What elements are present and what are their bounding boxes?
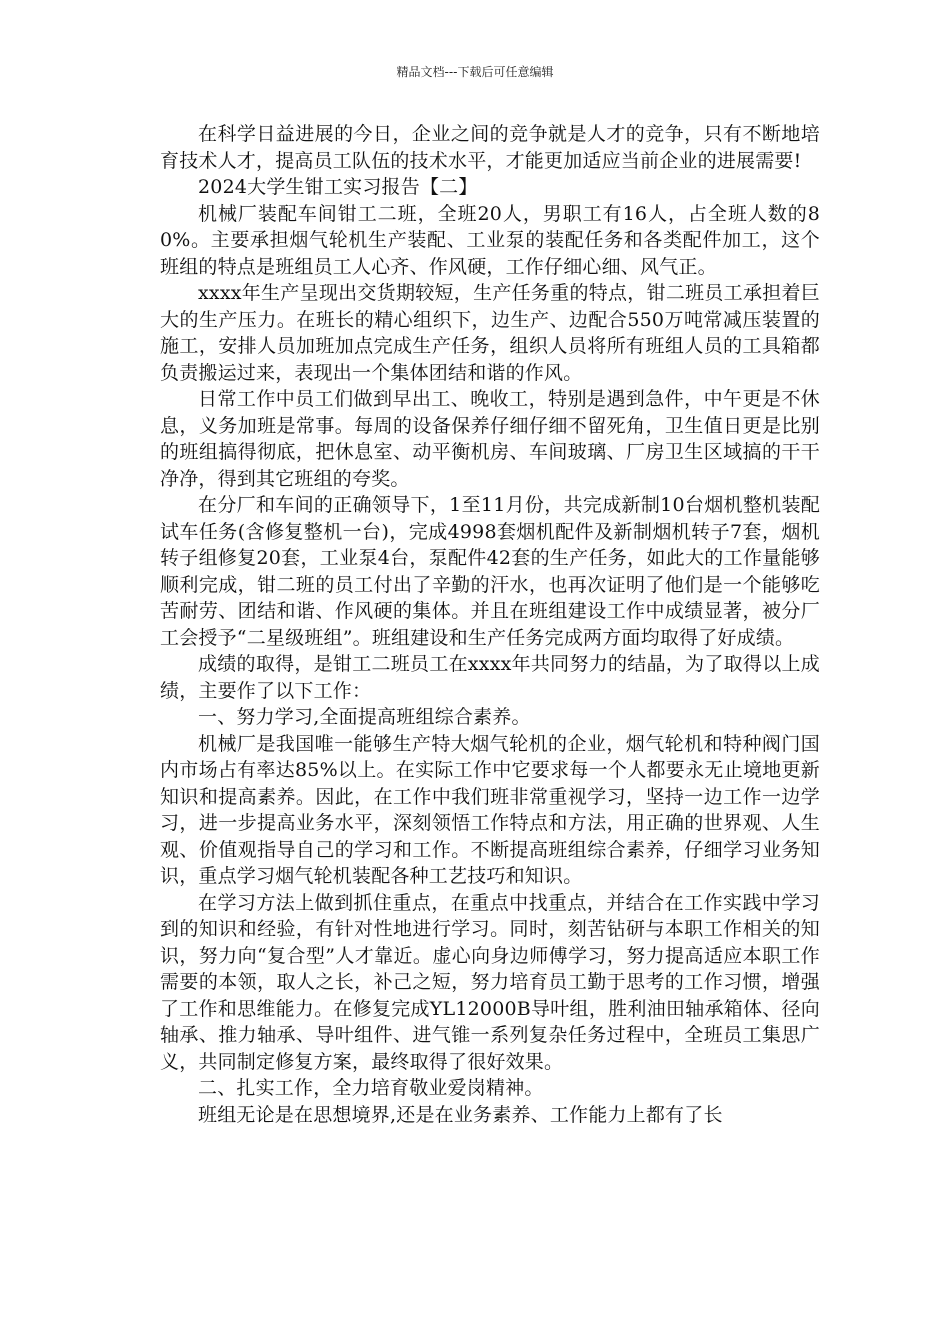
paragraph-work-summary: 成绩的取得，是钳工二班员工在xxxx年共同努力的结晶，为了取得以上成绩，主要作了以下工作： [160, 653, 820, 702]
paragraph-team-overview: 机械厂装配车间钳工二班，全班20人，男职工有16人，占全班人数的80%。主要承担烟气轮机生产装配、工业泵的装配任务和各类配件加工，这个班组的特点是班组员工人心齐、作风硬，工作仔细心细、风气正。 [160, 202, 820, 278]
paragraph-production-pressure: xxxx年生产呈现出交货期较短，生产任务重的特点，钳二班员工承担着巨大的生产压力。在班长的精心组织下，边生产、边配合550万吨常减压装置的施工，安排人员加班加点完成生产任务，组织人员将所有班组人员的工具箱都负责搬运过来，表现出一个集体团结和谐的作风。 [160, 282, 820, 384]
document-body [160, 121, 820, 1128]
paragraph-daily-work: 日常工作中员工们做到早出工、晚收工，特别是遇到急件，中午更是不休息，义务加班是常事。每周的设备保养仔细仔细不留死角，卫生值日更是比别的班组搞得彻底，把休息室、动平衡机房、车间玻璃、厂房卫生区域搞的干干净净，得到其它班组的夸奖。 [160, 388, 820, 490]
paragraph-study-method: 在学习方法上做到抓住重点，在重点中找重点，并结合在工作实践中学习到的知识和经验，有针对性地进行学习。同时，刻苦钻研与本职工作相关的知识，努力向“复合型”人才靠近。虚心向身边师傅学习，努力提高适应本职工作需要的本领，取人之长，补己之短，努力培育员工勤于思考的工作习惯，增强了工作和思维能力。在修复完成YL12000B导叶组，胜利油田轴承箱体、径向轴承、推力轴承、导叶组件、进气锥一系列复杂任务过程中，全班员工集思广义，共同制定修复方案，最终取得了很好效果。 [160, 891, 820, 1073]
subheading-work-ethic: 二、扎实工作，全力培育敬业爱岗精神。 [198, 1077, 544, 1099]
section-heading-report-two: 2024大学生钳工实习报告【二】 [198, 176, 478, 198]
paragraph-achievements: 在分厂和车间的正确领导下，1至11月份，共完成新制10台烟机整机装配试车任务(含修复整机一台)，完成4998套烟机配件及新制烟机转子7套，烟机转子组修复20套，工业泵4台，泵配件42套的生产任务，如此大的工作量能够顺利完成，钳二班的员工付出了辛勤的汗水，也再次证明了他们是一个能够吃苦耐劳、团结和谐、作风硬的集体。并且在班组建设工作中成绩显著，被分厂工会授予“二星级班组”。班组建设和生产任务完成两方面均取得了好成绩。 [160, 494, 820, 649]
paragraph-intro-conclusion: 在科学日益进展的今日，企业之间的竞争就是人才的竞争，只有不断地培育技术人才，提高员工队伍的技术水平，才能更加适应当前企业的进展需要! [160, 123, 820, 172]
page-header: 精品文档---下载后可任意编辑 [396, 65, 554, 79]
paragraph-study-importance: 机械厂是我国唯一能够生产特大烟气轮机的企业，烟气轮机和特种阀门国内市场占有率达85%以上。在实际工作中它要求每一个人都要永无止境地更新知识和提高素养。因此，在工作中我们班非常重视学习，坚持一边工作一边学习，进一步提高业务水平，深刻领悟工作特点和方法，用正确的世界观、人生观、价值观指导自己的学习和工作。不断提高班组综合素养，仔细学习业务知识，重点学习烟气轮机装配各种工艺技巧和知识。 [160, 732, 820, 887]
subheading-study: 一、努力学习,全面提高班组综合素养。 [198, 706, 531, 728]
paragraph-team-growth: 班组无论是在思想境界,还是在业务素养、工作能力上都有了长 [198, 1103, 723, 1126]
